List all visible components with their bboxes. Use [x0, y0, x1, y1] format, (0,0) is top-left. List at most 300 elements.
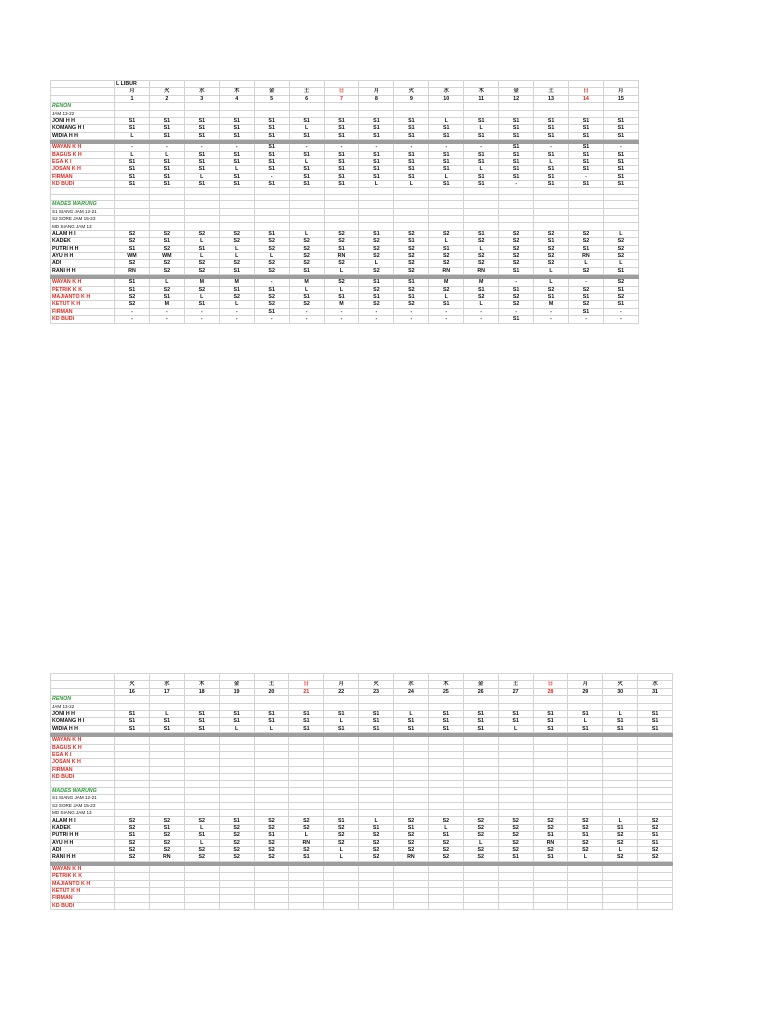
shift-note: S2 SORE JAM 15-23 [51, 216, 115, 223]
shift-cell: S1 [289, 181, 324, 188]
shift-cell [359, 873, 394, 880]
shift-cell: L [324, 718, 359, 725]
date-label: 4 [219, 95, 254, 102]
shift-cell [603, 759, 638, 766]
date-label: 3 [184, 95, 219, 102]
weekday-label: 日 [289, 681, 324, 688]
shift-cell: S1 [289, 151, 324, 158]
staff-row [51, 151, 639, 158]
shift-cell: L [324, 267, 359, 274]
shift-cell: S1 [603, 181, 638, 188]
shift-cell [498, 902, 533, 909]
shift-cell: S2 [429, 252, 464, 259]
staff-row [51, 832, 673, 839]
staff-name: WIDIA H H [51, 132, 115, 139]
empty-cell [429, 201, 464, 208]
empty-cell [219, 696, 254, 703]
staff-row [51, 774, 673, 781]
shift-cell: S1 [149, 158, 184, 165]
shift-cell: S2 [184, 260, 219, 267]
shift-cell: S2 [603, 854, 638, 861]
empty-cell [184, 703, 219, 710]
empty-cell [324, 696, 359, 703]
empty-cell [115, 201, 150, 208]
legend-row [51, 81, 639, 88]
shift-cell [498, 766, 533, 773]
staff-name: KD BUDI [51, 181, 115, 188]
shift-cell: S2 [499, 293, 534, 300]
shift-cell [184, 887, 219, 894]
empty-cell [359, 674, 394, 681]
staff-name: JONI H H [51, 710, 115, 717]
staff-row [51, 245, 639, 252]
shift-cell: S2 [464, 293, 499, 300]
empty-cell [324, 223, 359, 230]
shift-cell: S1 [359, 710, 394, 717]
staff-name: JONI H H [51, 117, 115, 124]
empty-cell [254, 103, 289, 110]
shift-cell [428, 873, 463, 880]
empty-cell [359, 703, 394, 710]
empty-cell [428, 787, 463, 794]
shift-cell [324, 880, 359, 887]
empty-cell [254, 208, 289, 215]
shift-cell [463, 873, 498, 880]
shift-cell: S1 [464, 230, 499, 237]
empty-cell [51, 688, 115, 695]
shift-cell: S1 [603, 125, 638, 132]
empty-cell [359, 208, 394, 215]
shift-cell: S1 [149, 132, 184, 139]
shift-cell [603, 751, 638, 758]
empty-cell [289, 110, 324, 117]
shift-cell [115, 895, 150, 902]
shift-cell: S2 [254, 293, 289, 300]
shift-cell: S1 [324, 117, 359, 124]
shift-cell: L [534, 267, 569, 274]
shift-cell: S2 [149, 245, 184, 252]
shift-cell: S2 [534, 252, 569, 259]
shift-cell [638, 744, 673, 751]
shift-cell: S2 [289, 301, 324, 308]
shift-cell: S1 [499, 151, 534, 158]
shift-cell: S1 [359, 125, 394, 132]
shift-cell: L [324, 854, 359, 861]
staff-row [51, 125, 639, 132]
staff-name: PUTRI H H [51, 832, 115, 839]
empty-cell [499, 216, 534, 223]
legend-row [51, 674, 673, 681]
empty-cell [184, 802, 219, 809]
shift-cell: - [359, 316, 394, 323]
shift-cell [394, 865, 429, 872]
empty-cell [394, 216, 429, 223]
empty-cell [429, 103, 464, 110]
empty-cell [149, 201, 184, 208]
shift-cell [428, 902, 463, 909]
shift-cell: S2 [428, 846, 463, 853]
shift-cell [533, 902, 568, 909]
weekday-label: 金 [463, 681, 498, 688]
shift-cell: L [603, 710, 638, 717]
staff-row [51, 308, 639, 315]
empty-cell [51, 81, 115, 88]
staff-row [51, 286, 639, 293]
shift-cell [289, 880, 324, 887]
shift-cell [289, 751, 324, 758]
shift-cell: S2 [394, 286, 429, 293]
shift-cell: S1 [289, 710, 324, 717]
staff-row [51, 710, 673, 717]
empty-cell [603, 674, 638, 681]
shift-cell: S1 [498, 854, 533, 861]
shift-cell: - [149, 308, 184, 315]
empty-cell [499, 103, 534, 110]
shift-cell [394, 895, 429, 902]
shift-cell: S2 [638, 846, 673, 853]
shift-cell: S2 [149, 817, 184, 824]
shift-cell: S1 [254, 308, 289, 315]
date-label: 19 [219, 688, 254, 695]
shift-cell: L [498, 725, 533, 732]
empty-cell [534, 208, 569, 215]
shift-cell: S1 [359, 718, 394, 725]
empty-cell [568, 787, 603, 794]
shift-note: S2 SORE JAM 15-23 [51, 802, 115, 809]
date-label: 5 [254, 95, 289, 102]
shift-cell: S2 [568, 817, 603, 824]
shift-cell: S1 [359, 725, 394, 732]
shift-cell: L [219, 245, 254, 252]
shift-cell [498, 895, 533, 902]
shift-cell [289, 766, 324, 773]
shift-cell [254, 751, 289, 758]
weekday-label: 水 [184, 88, 219, 95]
empty-cell [184, 787, 219, 794]
weekday-row [51, 681, 673, 688]
shift-cell: S2 [394, 832, 429, 839]
shift-cell [115, 766, 150, 773]
shift-cell [498, 873, 533, 880]
shift-cell: S1 [254, 181, 289, 188]
shift-cell [219, 880, 254, 887]
empty-cell [464, 201, 499, 208]
empty-cell [184, 674, 219, 681]
empty-cell [463, 787, 498, 794]
section-title: MADES WARUNG [51, 787, 115, 794]
shift-cell: S2 [184, 286, 219, 293]
shift-cell [638, 766, 673, 773]
shift-cell: L [429, 238, 464, 245]
note-row [51, 110, 639, 117]
empty-cell [254, 795, 289, 802]
shift-cell: S1 [603, 267, 638, 274]
empty-cell [184, 110, 219, 117]
shift-cell: S2 [498, 839, 533, 846]
shift-cell: S1 [324, 166, 359, 173]
shift-cell: S2 [394, 301, 429, 308]
empty-cell [498, 795, 533, 802]
shift-cell [638, 902, 673, 909]
weekday-row [51, 88, 639, 95]
shift-cell [184, 744, 219, 751]
shift-cell [394, 887, 429, 894]
shift-cell: - [394, 308, 429, 315]
shift-cell: S1 [219, 710, 254, 717]
shift-cell: S1 [184, 117, 219, 124]
empty-cell [394, 696, 429, 703]
shift-cell [394, 766, 429, 773]
empty-cell [254, 802, 289, 809]
shift-cell: - [324, 316, 359, 323]
shift-cell: S1 [219, 817, 254, 824]
shift-cell: S2 [534, 286, 569, 293]
shift-cell [359, 895, 394, 902]
shift-cell: S1 [499, 173, 534, 180]
shift-cell [533, 774, 568, 781]
shift-cell [463, 902, 498, 909]
shift-cell: S1 [254, 718, 289, 725]
shift-cell: S2 [568, 286, 603, 293]
shift-cell: S2 [568, 301, 603, 308]
shift-cell: M [184, 279, 219, 286]
shift-cell [115, 737, 150, 744]
shift-cell [603, 774, 638, 781]
shift-cell [324, 887, 359, 894]
shift-cell [428, 865, 463, 872]
shift-cell: S2 [638, 854, 673, 861]
shift-cell [498, 880, 533, 887]
shift-note: MD SIANG JAM 13 [51, 223, 115, 230]
shift-cell: S1 [603, 301, 638, 308]
shift-note: JAM 13-22 [51, 110, 115, 117]
date-label: 26 [463, 688, 498, 695]
shift-cell: - [289, 316, 324, 323]
empty-cell [219, 795, 254, 802]
empty-cell [638, 802, 673, 809]
shift-cell: S1 [464, 173, 499, 180]
shift-cell [533, 880, 568, 887]
staff-name: KETUT K H [51, 301, 115, 308]
empty-cell [359, 696, 394, 703]
shift-cell: S1 [638, 718, 673, 725]
weekday-label: 水 [638, 681, 673, 688]
shift-cell [638, 774, 673, 781]
empty-cell [498, 674, 533, 681]
shift-cell [463, 887, 498, 894]
weekday-label: 月 [359, 88, 394, 95]
staff-name: JOSAN K H [51, 759, 115, 766]
shift-cell: S2 [149, 260, 184, 267]
shift-cell: S1 [568, 166, 603, 173]
empty-cell [254, 201, 289, 208]
empty-cell [115, 802, 150, 809]
staff-row [51, 166, 639, 173]
shift-cell [324, 744, 359, 751]
shift-cell: S2 [463, 832, 498, 839]
staff-name: KD BUDI [51, 902, 115, 909]
shift-cell [149, 902, 184, 909]
shift-cell: S1 [359, 824, 394, 831]
shift-cell: S2 [533, 817, 568, 824]
shift-cell: S1 [254, 132, 289, 139]
shift-cell: L [254, 252, 289, 259]
shift-cell [463, 774, 498, 781]
empty-cell [534, 223, 569, 230]
staff-name: MAJIANTO K H [51, 880, 115, 887]
empty-cell [428, 810, 463, 817]
shift-cell: S1 [219, 181, 254, 188]
shift-cell: - [568, 279, 603, 286]
shift-cell: S1 [324, 151, 359, 158]
empty-cell [394, 103, 429, 110]
shift-cell [568, 887, 603, 894]
shift-cell: S1 [149, 238, 184, 245]
shift-cell: S2 [499, 230, 534, 237]
staff-name: WIDIA H H [51, 725, 115, 732]
shift-cell: S2 [359, 267, 394, 274]
shift-cell: S1 [464, 158, 499, 165]
shift-cell [533, 766, 568, 773]
empty-cell [219, 223, 254, 230]
shift-cell: L [359, 181, 394, 188]
staff-row [51, 817, 673, 824]
shift-cell: S2 [359, 301, 394, 308]
empty-cell [149, 703, 184, 710]
shift-cell: S1 [464, 286, 499, 293]
shift-cell: S1 [254, 166, 289, 173]
empty-cell [115, 696, 150, 703]
shift-cell [463, 737, 498, 744]
shift-cell: S1 [394, 718, 429, 725]
staff-name: EGA K I [51, 751, 115, 758]
shift-cell: S1 [254, 230, 289, 237]
weekday-label: 火 [603, 681, 638, 688]
shift-cell [115, 774, 150, 781]
shift-cell [254, 759, 289, 766]
shift-cell [498, 759, 533, 766]
shift-cell: S2 [149, 286, 184, 293]
shift-cell [394, 759, 429, 766]
shift-cell [638, 865, 673, 872]
shift-cell: - [568, 173, 603, 180]
shift-cell [428, 737, 463, 744]
shift-cell: L [603, 260, 638, 267]
shift-cell: S1 [568, 151, 603, 158]
note-row [51, 223, 639, 230]
shift-cell: S2 [149, 230, 184, 237]
shift-cell: S1 [149, 166, 184, 173]
shift-cell [324, 766, 359, 773]
shift-cell [498, 774, 533, 781]
shift-cell: S1 [603, 173, 638, 180]
shift-cell: S2 [115, 260, 150, 267]
shift-cell: RN [149, 854, 184, 861]
shift-cell: - [115, 308, 150, 315]
shift-cell [498, 737, 533, 744]
shift-cell: S2 [289, 846, 324, 853]
shift-cell: S2 [603, 839, 638, 846]
empty-cell [429, 216, 464, 223]
empty-cell [289, 103, 324, 110]
empty-cell [115, 208, 150, 215]
shift-cell: S2 [254, 824, 289, 831]
shift-cell: S1 [428, 718, 463, 725]
shift-cell: S1 [219, 151, 254, 158]
empty-cell [534, 103, 569, 110]
shift-cell: S2 [394, 267, 429, 274]
shift-cell: L [115, 151, 150, 158]
shift-cell: M [534, 301, 569, 308]
shift-cell [149, 887, 184, 894]
date-label: 28 [533, 688, 568, 695]
empty-cell [359, 216, 394, 223]
shift-cell: RN [533, 839, 568, 846]
shift-cell: S2 [464, 252, 499, 259]
shift-cell: L [428, 824, 463, 831]
shift-cell: S2 [115, 846, 150, 853]
shift-cell: WM [149, 252, 184, 259]
empty-cell [638, 674, 673, 681]
shift-cell: S1 [568, 710, 603, 717]
shift-cell: S2 [464, 260, 499, 267]
shift-cell: L [289, 832, 324, 839]
shift-cell: S2 [534, 230, 569, 237]
shift-cell: S1 [219, 158, 254, 165]
weekday-label: 土 [534, 88, 569, 95]
empty-cell [254, 787, 289, 794]
shift-cell: L [289, 125, 324, 132]
shift-cell: M [324, 301, 359, 308]
shift-cell: S1 [184, 245, 219, 252]
empty-cell [115, 103, 150, 110]
shift-cell: S1 [115, 181, 150, 188]
shift-cell: S1 [568, 158, 603, 165]
empty-cell [324, 81, 359, 88]
empty-cell [428, 802, 463, 809]
date-label: 2 [149, 95, 184, 102]
staff-name: FIRMAN [51, 308, 115, 315]
shift-cell: S1 [534, 238, 569, 245]
shift-cell: L [219, 725, 254, 732]
shift-cell: S1 [568, 245, 603, 252]
shift-cell: S1 [219, 125, 254, 132]
staff-name: WAYAN K H [51, 737, 115, 744]
shift-cell: S2 [115, 230, 150, 237]
shift-cell: S1 [394, 238, 429, 245]
empty-cell [603, 208, 638, 215]
empty-cell [394, 208, 429, 215]
shift-cell: S1 [499, 132, 534, 139]
shift-cell: S1 [289, 117, 324, 124]
empty-cell [149, 802, 184, 809]
shift-cell: RN [568, 252, 603, 259]
shift-cell: RN [464, 267, 499, 274]
shift-cell: S2 [568, 839, 603, 846]
empty-cell [184, 795, 219, 802]
date-label: 20 [254, 688, 289, 695]
shift-cell: - [464, 316, 499, 323]
shift-cell [359, 774, 394, 781]
shift-cell [498, 744, 533, 751]
empty-cell [324, 787, 359, 794]
shift-cell: S2 [254, 267, 289, 274]
empty-cell [394, 110, 429, 117]
shift-cell: S1 [184, 158, 219, 165]
shift-cell [289, 902, 324, 909]
staff-row [51, 260, 639, 267]
shift-cell: S1 [534, 125, 569, 132]
